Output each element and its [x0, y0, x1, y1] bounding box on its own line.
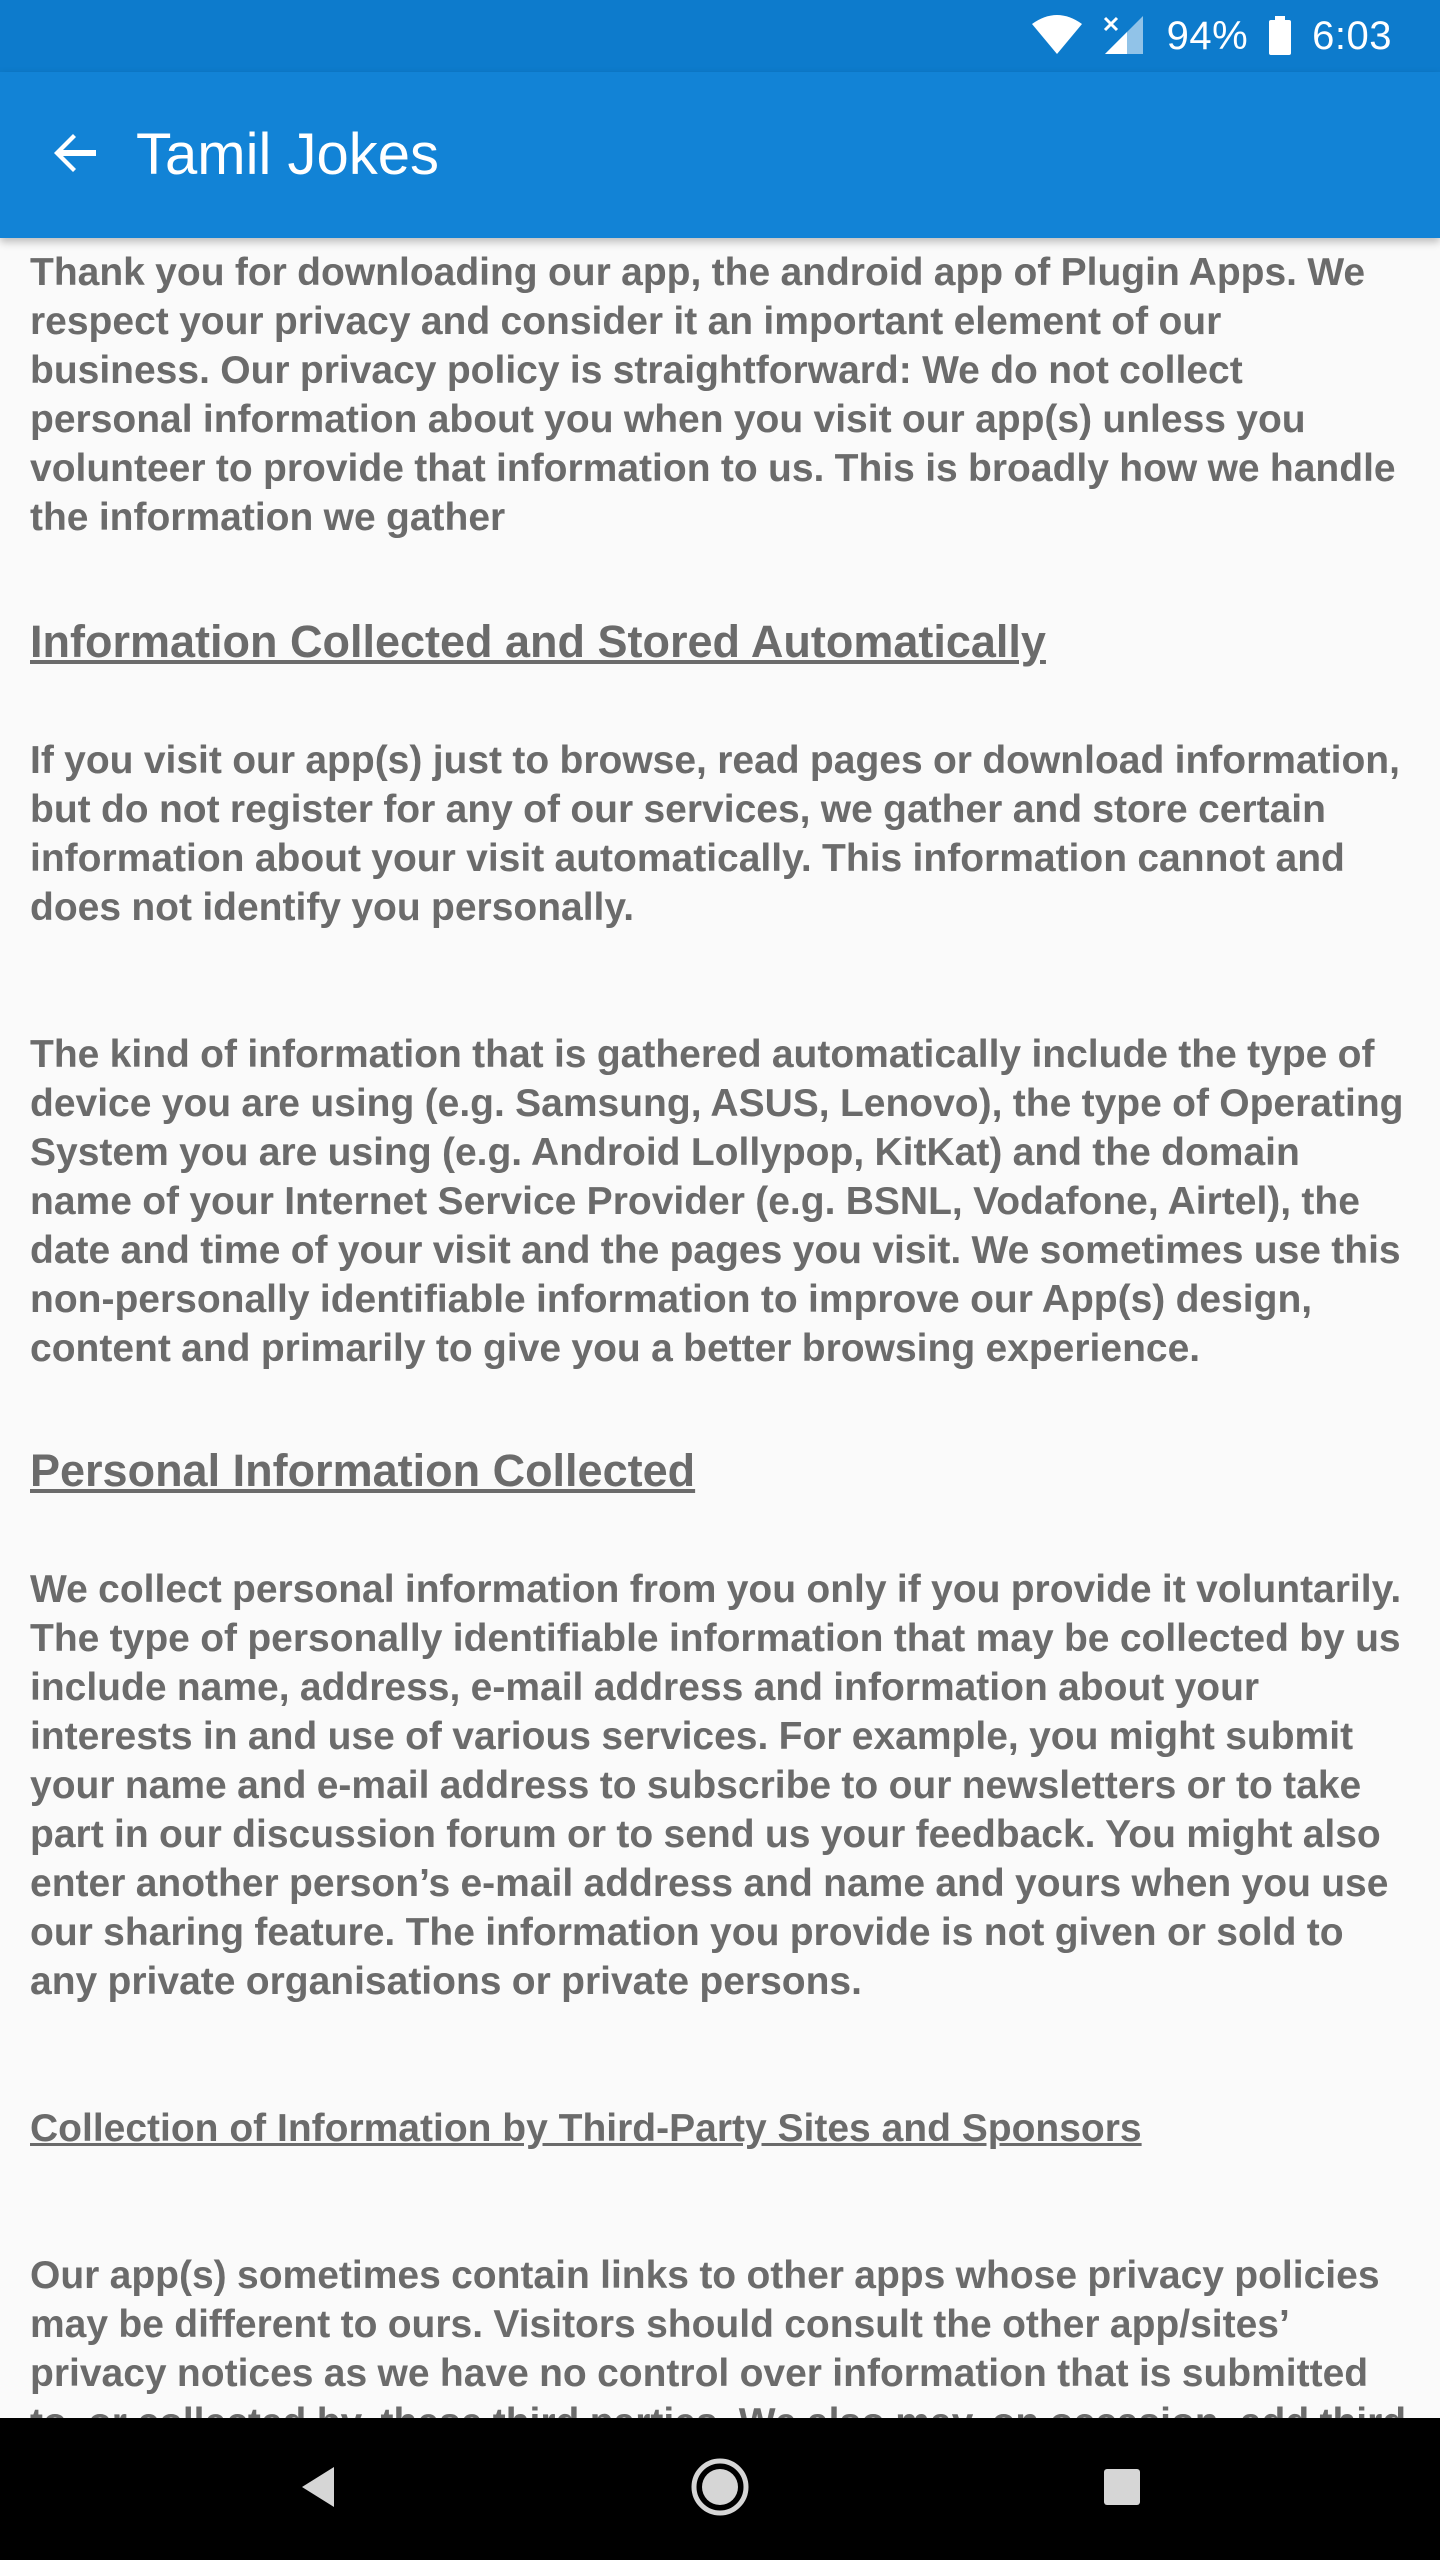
- nav-back-button[interactable]: [248, 2418, 388, 2560]
- back-button[interactable]: [30, 109, 122, 201]
- clock: 6:03: [1312, 13, 1392, 58]
- battery-percentage: 94%: [1166, 13, 1249, 58]
- heading-personal-information: Personal Information Collected: [30, 1445, 696, 1496]
- nav-recents-button[interactable]: [1052, 2418, 1192, 2560]
- paragraph-automatic-info-1: If you visit our app(s) just to browse, read pages or download information, but do not register for any of our services, we gather and store certain information about your visit automatically. This information cannot and does not identify you personally.: [30, 739, 1400, 929]
- app-title: Tamil Jokes: [136, 122, 439, 187]
- status-bar: [0, 0, 1440, 72]
- wifi-icon: [1031, 16, 1083, 56]
- app-bar: [0, 72, 1440, 238]
- paragraph-automatic-info-2: The kind of information that is gathered automatically include the type of device you are using (e.g. Samsung, ASUS, Lenovo), the type of Operating System you are using (e.g. Android Lollypop, KitKat) and the domain name of your Internet Service Provider (e.g. BSNL, Vodafone, Airtel), the date and time of your visit and the pages you visit. We sometimes use this non-personally identifiable information to improve our App(s) design, content and primarily to give you a better browsing experience.: [30, 1033, 1404, 1370]
- arrow-back-icon: [52, 129, 100, 182]
- nav-back-icon: [298, 2465, 338, 2514]
- nav-recents-icon: [1103, 2468, 1141, 2511]
- status-icons: [1031, 0, 1392, 72]
- paragraph-third-party-sites: Our app(s) sometimes contain links to other apps whose privacy policies may be different to ours. Visitors should consult the other app/sites’ privacy notices as we have no control over information that is submitted: [30, 2254, 1380, 2395]
- intro-paragraph: Thank you for downloading our app, the android app of Plugin Apps. We respect your privacy and consider it an important element of our business. Our privacy policy is straightforward: We do not collect personal information about you when you visit our app(s) unless you volunteer to provide that information to us. This is broadly how we handle the information we gather: [30, 251, 1396, 539]
- battery-icon: [1268, 16, 1292, 56]
- heading-third-party-sites: Collection of Information by Third-Party Sites and Sponsors: [30, 2107, 1142, 2150]
- navigation-bar: [0, 2418, 1440, 2560]
- paragraph-personal-information: We collect personal information from you only if you provide it voluntarily. The type of personally identifiable information that may be collected by us include name, address, e-mail address and information about your interests in and use of various services. For example, you might submit your name and e-mail address to subscribe to our newsletters or to take part in our discussion forum or to send us your feedback. You might also enter another person’s e-mail address and name and yours when you use our sharing feature. The information you provide is not given or sold to any private organisations or private persons.: [30, 1568, 1402, 2003]
- signal-no-data-icon: [1103, 16, 1147, 56]
- privacy-policy-content[interactable]: [0, 238, 1440, 2418]
- heading-information-collected-automatically: Information Collected and Stored Automatically: [30, 616, 1046, 667]
- nav-home-button[interactable]: [650, 2418, 790, 2560]
- nav-home-icon: [690, 2457, 750, 2522]
